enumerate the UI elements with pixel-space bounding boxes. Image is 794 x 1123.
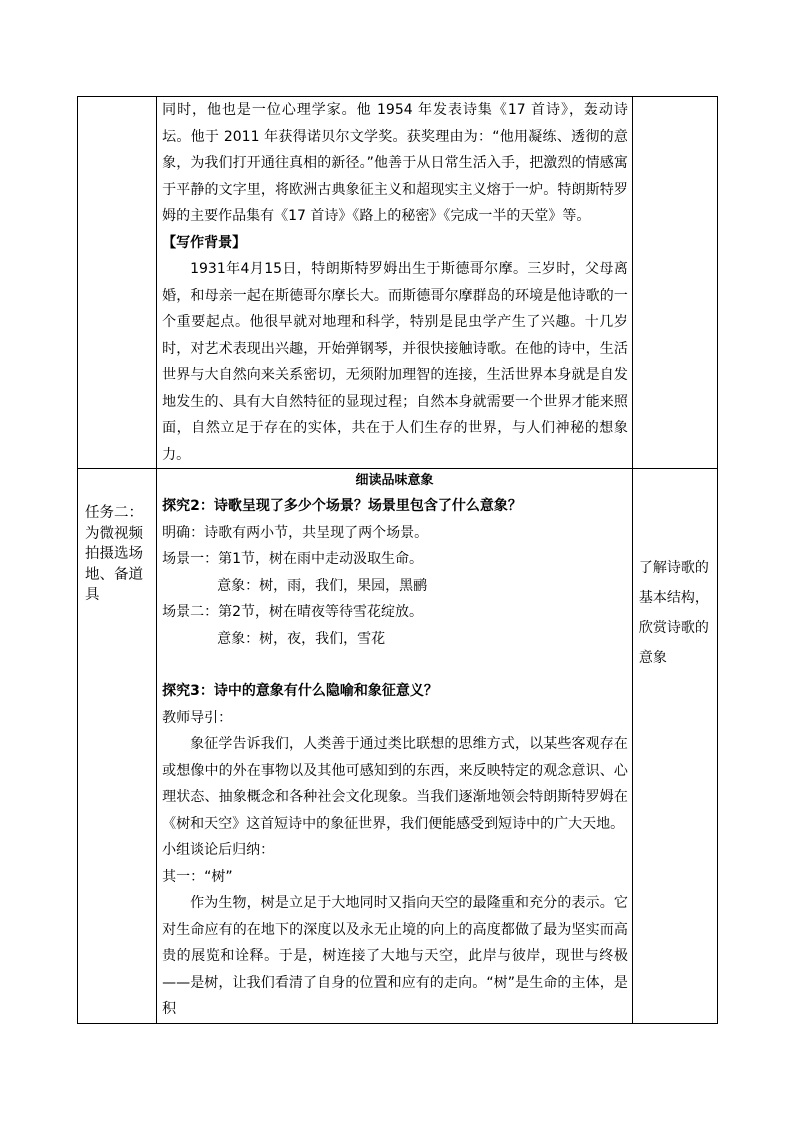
teacher-guide-label: 教师导引： xyxy=(162,709,233,726)
content-cell xyxy=(157,97,633,469)
task-cell xyxy=(78,469,157,1024)
author-intro-paragraph: 同时，他也是一位心理学家。他 1954 年发表诗集《17 首诗》，轰动诗坛。他于 2011 年获得诺贝尔文学奖。获奖理由为：“他用凝练、透彻的意象，为我们打开通往真相的新径。”他善于从日常生活入手，把激烈的情感寓于平静的文字里，将欧洲古典象征主义和超现实主义熔于一炉。特朗斯特罗姆的主要作品集有《17 首诗》《路上的秘密》《完成一半的天堂》等。 xyxy=(162,102,628,224)
section-title: 细读品味意象 xyxy=(355,473,434,488)
teacher-guide-text: 象征学告诉我们，人类善于通过类比联想的思维方式，以某些客观存在或想像中的外在事物以及其他可感知到的东西，来反映特定的观念意识、心理状态、抽象概念和各种社会文化现象。当我们逐渐地领会特朗斯特罗姆在《树和天空》这首短诗中的象征世界，我们便能感受到短诗中的广大天地。 xyxy=(162,736,628,832)
lesson-plan-table xyxy=(77,96,718,1024)
scene-1-images: 意象：树，雨，我们，果园，黑鹂 xyxy=(217,577,428,594)
writing-background-heading: 【写作背景】 xyxy=(162,234,247,251)
writing-background-paragraph: 1931年4月15日，特朗斯特罗姆出生于斯德哥尔摩。三岁时，父母离婚，和母亲一起在斯德哥尔摩长大。而斯德哥尔摩群岛的环境是他诗歌的一个重要起点。他很早就对地理和科学，特别是昆虫学产生了兴趣。十几岁时，对艺术表现出兴趣，开始弹钢琴，并很快接触诗歌。在他的诗中，生活世界与大自然向来关系密切，无须附加理智的连接，生活世界本身就是自发地发生的、具有大自然特征的显现过程；自然本身就需要一个世界才能来照面，自然立足于存在的实体，共在于人们生存的世界，与人们神秘的想象力。 xyxy=(162,261,628,463)
content-cell xyxy=(157,469,633,1024)
group-summary-label: 小组谈论后归纳： xyxy=(162,842,275,858)
learning-goal: 了解诗歌的基本结构，欣赏诗歌的意象 xyxy=(638,560,709,666)
table-row xyxy=(78,97,718,469)
question-3: 探究3：诗中的意象有什么隐喻和象征意义？ xyxy=(162,683,438,699)
task-label: 任务二：为微视频拍摄选场地、备道具 xyxy=(85,505,143,603)
goal-cell xyxy=(632,469,717,1024)
scene-1: 场景一：第1节，树在雨中走动汲取生命。 xyxy=(162,551,424,567)
task-cell-empty xyxy=(78,97,157,469)
answer-line: 明确：诗歌有两小节，共呈现了两个场景。 xyxy=(162,524,429,541)
question-2: 探究2：诗歌呈现了多少个场景？场景里包含了什么意象？ xyxy=(162,498,522,514)
scene-2: 场景二：第2节，树在晴夜等待雪花绽放。 xyxy=(162,604,424,620)
item-1-heading: 其一：“树” xyxy=(162,868,233,885)
item-1-text: 作为生物，树是立足于大地同时又指向天空的最隆重和充分的表示。它对生命应有的在地下的深度以及永无止境的向上的高度都做了最为坚实而高贵的展览和诠释。于是，树连接了大地与天空，此岸与彼岸，现世与终极——是树，让我们看清了自身的位置和应有的走向。“树”是生命的主体，是积 xyxy=(162,895,628,1017)
spacer xyxy=(157,652,632,678)
scene-2-images: 意象：树，夜，我们，雪花 xyxy=(217,630,386,647)
table-row xyxy=(78,469,718,1024)
goal-cell-empty xyxy=(632,97,717,469)
